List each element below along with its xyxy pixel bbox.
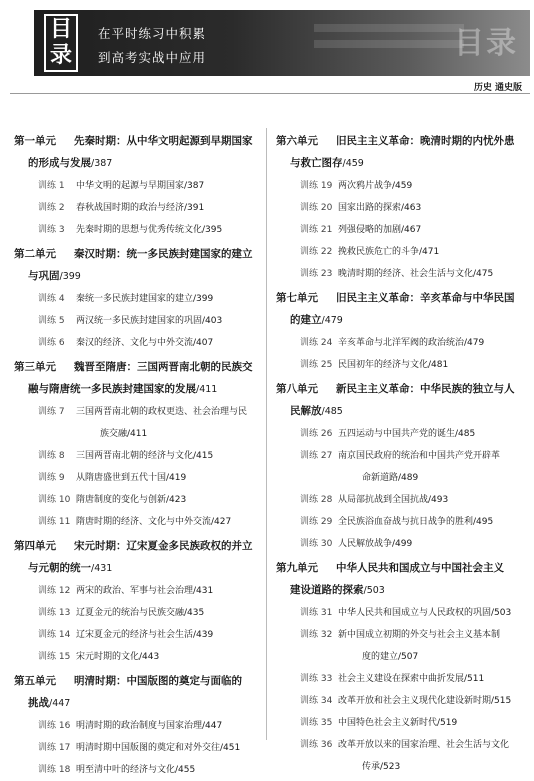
lesson-line (38, 175, 264, 197)
unit-title: 中华人民共和国成立与中国社会主义 (336, 562, 504, 574)
lesson-title: 隋唐制度的变化与创新/423 (76, 495, 187, 505)
lesson-line (38, 332, 264, 354)
unit-title: 明清时期：中国版图的奠定与面临的 (74, 675, 242, 687)
lesson-number: 训练 26 (300, 429, 333, 439)
unit-line-cont (276, 579, 526, 602)
lesson-number: 训练 12 (38, 586, 71, 596)
logo-char-2: 录 (49, 43, 72, 68)
lesson-title: 民国初年的经济与文化/481 (338, 360, 449, 370)
ghost-title: 目录 (454, 26, 518, 61)
lesson-entry[interactable] (276, 533, 526, 555)
lesson-line (38, 401, 264, 423)
lesson-line (38, 489, 264, 511)
unit-number: 第九单元 (276, 562, 318, 574)
lesson-entry[interactable] (14, 759, 264, 781)
lesson-line (38, 580, 264, 602)
unit-line (14, 130, 264, 152)
lesson-title: 明清时期中国版图的奠定和对外交往/451 (76, 743, 241, 753)
lesson-title-cont: 传承/523 (362, 762, 401, 772)
unit-page: /411 (196, 384, 218, 395)
lesson-number: 训练 3 (38, 225, 65, 235)
lesson-line (38, 288, 264, 310)
logo-char-1: 目 (49, 17, 72, 42)
unit-entry[interactable] (276, 378, 526, 423)
unit-line (276, 287, 526, 309)
lesson-number: 训练 29 (300, 517, 333, 527)
unit-entry[interactable] (276, 287, 526, 332)
lesson-title: 中华人民共和国成立与人民政权的巩固/503 (338, 608, 512, 618)
lesson-entry[interactable] (276, 354, 526, 376)
unit-title-cont: 建设道路的探索 (290, 584, 364, 596)
lesson-line (300, 734, 526, 756)
lesson-number: 训练 21 (300, 225, 333, 235)
unit-title-cont: 与巩固 (28, 270, 60, 282)
lesson-title: 宋元时期的文化/443 (76, 652, 160, 662)
toc-left-column (14, 128, 264, 781)
unit-page: /503 (363, 585, 385, 596)
unit-line-cont (14, 692, 264, 715)
unit-line (276, 130, 526, 152)
lesson-entry[interactable] (14, 219, 264, 241)
unit-page: /447 (49, 698, 71, 709)
lesson-entry[interactable] (14, 715, 264, 737)
unit-title: 先秦时期：从中华文明起源到早期国家 (74, 135, 253, 147)
lesson-line (300, 690, 526, 712)
unit-page: /431 (91, 563, 113, 574)
lesson-number: 训练 28 (300, 495, 333, 505)
toc-logo (44, 14, 78, 72)
unit-line (14, 670, 264, 692)
lesson-title: 隋唐时期的经济、文化与中外交流/427 (76, 517, 232, 527)
unit-page: /399 (59, 271, 81, 282)
lesson-title-cont: 度的建立/507 (362, 652, 419, 662)
lesson-number: 训练 15 (38, 652, 71, 662)
unit-page: /479 (321, 315, 343, 326)
unit-page: /485 (321, 406, 343, 417)
lesson-entry[interactable] (14, 197, 264, 219)
unit-entry[interactable] (14, 535, 264, 580)
lesson-line (300, 712, 526, 734)
lesson-title: 两汉统一多民族封建国家的巩固/403 (76, 316, 223, 326)
unit-number: 第二单元 (14, 248, 56, 260)
unit-number: 第五单元 (14, 675, 56, 687)
lesson-line (300, 332, 526, 354)
lesson-title-cont: 命新道路/489 (362, 473, 419, 483)
lesson-entry[interactable] (276, 445, 526, 489)
lesson-entry[interactable] (276, 332, 526, 354)
unit-title: 宋元时期：辽宋夏金多民族政权的并立 (74, 540, 253, 552)
lesson-line (300, 624, 526, 646)
unit-title-cont: 与救亡图存 (290, 157, 343, 169)
lesson-line (300, 219, 526, 241)
toc-right-column (276, 128, 526, 778)
lesson-line (300, 602, 526, 624)
lesson-line (300, 263, 526, 285)
lesson-number: 训练 30 (300, 539, 333, 549)
lesson-title: 辽宋夏金元的经济与社会生活/439 (76, 630, 214, 640)
unit-title: 新民主主义革命：中华民族的独立与人 (336, 383, 515, 395)
lesson-number: 训练 14 (38, 630, 71, 640)
lesson-number: 训练 23 (300, 269, 333, 279)
lesson-line (300, 354, 526, 376)
lesson-line (300, 175, 526, 197)
lesson-entry[interactable] (14, 624, 264, 646)
lesson-title: 先秦时期的思想与优秀传统文化/395 (76, 225, 223, 235)
lesson-title: 国家出路的探索/463 (338, 203, 422, 213)
lesson-title: 明清时期的政治制度与国家治理/447 (76, 721, 223, 731)
lesson-title: 中华文明的起源与早期国家/387 (76, 181, 205, 191)
lesson-title: 三国两晋南北朝的政权更迭、社会治理与民 (76, 407, 248, 417)
lesson-number: 训练 27 (300, 451, 333, 461)
ghost-decoration (314, 24, 464, 56)
unit-entry[interactable] (276, 557, 526, 602)
lesson-number: 训练 5 (38, 316, 65, 326)
lesson-line (38, 511, 264, 533)
lesson-title: 列强侵略的加剧/467 (338, 225, 422, 235)
unit-line-cont (276, 309, 526, 332)
unit-title-cont: 与元朝的统一 (28, 562, 91, 574)
lesson-number: 训练 2 (38, 203, 65, 213)
lesson-title: 辛亥革命与北洋军阀的政治统治/479 (338, 338, 485, 348)
subject-label: 历史 通史版 (473, 83, 522, 93)
lesson-line (300, 668, 526, 690)
lesson-line (38, 445, 264, 467)
unit-number: 第八单元 (276, 383, 318, 395)
lesson-number: 训练 13 (38, 608, 71, 618)
lesson-line (300, 423, 526, 445)
lesson-title: 人民解放战争/499 (338, 539, 413, 549)
lesson-line (38, 219, 264, 241)
lesson-number: 训练 19 (300, 181, 333, 191)
lesson-entry[interactable] (14, 310, 264, 332)
lesson-line (300, 445, 526, 467)
unit-title: 秦汉时期：统一多民族封建国家的建立 (74, 248, 253, 260)
lesson-line (38, 646, 264, 668)
lesson-number: 训练 32 (300, 630, 333, 640)
lesson-entry[interactable] (276, 712, 526, 734)
lesson-title-cont: 族交融/411 (100, 429, 148, 439)
lesson-number: 训练 8 (38, 451, 65, 461)
lesson-entry[interactable] (14, 737, 264, 759)
lesson-number: 训练 22 (300, 247, 333, 257)
unit-title-cont: 民解放 (290, 405, 322, 417)
unit-title-cont: 挑战 (28, 697, 49, 709)
unit-line (276, 557, 526, 579)
unit-entry[interactable] (276, 130, 526, 175)
lesson-title: 秦汉的经济、文化与中外交流/407 (76, 338, 214, 348)
lesson-title: 社会主义建设在探索中曲折发展/511 (338, 674, 485, 684)
unit-number: 第七单元 (276, 292, 318, 304)
unit-number: 第三单元 (14, 361, 56, 373)
lesson-number: 训练 20 (300, 203, 333, 213)
unit-line-cont (14, 557, 264, 580)
lesson-line (300, 489, 526, 511)
lesson-number: 训练 4 (38, 294, 65, 304)
lesson-line (38, 715, 264, 737)
lesson-line (38, 624, 264, 646)
lesson-line (300, 197, 526, 219)
lesson-title: 秦统一多民族封建国家的建立/399 (76, 294, 214, 304)
lesson-number: 训练 16 (38, 721, 71, 731)
lesson-title: 从隋唐盛世到五代十国/419 (76, 473, 187, 483)
lesson-entry[interactable] (276, 219, 526, 241)
lesson-line (38, 759, 264, 781)
unit-line-cont (276, 152, 526, 175)
unit-entry[interactable] (14, 130, 264, 175)
unit-title-cont: 的形成与发展 (28, 157, 91, 169)
unit-line-cont (14, 378, 264, 401)
lesson-title: 改革开放以来的国家治理、社会生活与文化 (338, 740, 510, 750)
unit-title: 旧民主主义革命：辛亥革命与中华民国 (336, 292, 515, 304)
lesson-entry[interactable] (14, 332, 264, 354)
column-divider (266, 128, 267, 740)
unit-line (14, 243, 264, 265)
lesson-number: 训练 35 (300, 718, 333, 728)
lesson-title: 五四运动与中国共产党的诞生/485 (338, 429, 476, 439)
lesson-title: 两宋的政治、军事与社会治理/431 (76, 586, 214, 596)
lesson-entry[interactable] (276, 263, 526, 285)
lesson-entry[interactable] (276, 241, 526, 263)
lesson-entry[interactable] (14, 580, 264, 602)
unit-line (14, 535, 264, 557)
lesson-entry[interactable] (14, 445, 264, 467)
lesson-line (38, 197, 264, 219)
lesson-entry[interactable] (14, 646, 264, 668)
lesson-line (38, 310, 264, 332)
unit-line (14, 356, 264, 378)
lesson-entry[interactable] (276, 602, 526, 624)
lesson-number: 训练 24 (300, 338, 333, 348)
lesson-title: 辽夏金元的统治与民族交融/435 (76, 608, 205, 618)
lesson-entry[interactable] (14, 467, 264, 489)
lesson-number: 训练 17 (38, 743, 71, 753)
lesson-entry[interactable] (276, 423, 526, 445)
unit-line-cont (276, 400, 526, 423)
lesson-line (300, 241, 526, 263)
lesson-entry[interactable] (276, 734, 526, 778)
slogan-line-1: 在平时练习中积累 (98, 26, 207, 41)
lesson-entry[interactable] (14, 489, 264, 511)
unit-line-cont (14, 265, 264, 288)
lesson-entry[interactable] (276, 668, 526, 690)
lesson-title: 明至清中叶的经济与文化/455 (76, 765, 196, 775)
unit-number: 第一单元 (14, 135, 56, 147)
unit-page: /387 (91, 158, 113, 169)
lesson-entry[interactable] (276, 624, 526, 668)
lesson-entry[interactable] (14, 511, 264, 533)
lesson-number: 训练 1 (38, 181, 65, 191)
lesson-number: 训练 10 (38, 495, 71, 505)
lesson-title: 三国两晋南北朝的经济与文化/415 (76, 451, 214, 461)
lesson-line (38, 737, 264, 759)
lesson-entry[interactable] (276, 489, 526, 511)
lesson-number: 训练 11 (38, 517, 71, 527)
unit-title-cont: 的建立 (290, 314, 322, 326)
unit-title: 旧民主主义革命：晚清时期的内忧外患 (336, 135, 515, 147)
lesson-number: 训练 6 (38, 338, 65, 348)
unit-number: 第六单元 (276, 135, 318, 147)
slogan-line-2: 到高考实战中应用 (98, 50, 207, 65)
lesson-entry[interactable] (14, 602, 264, 624)
lesson-number: 训练 33 (300, 674, 333, 684)
lesson-number: 训练 7 (38, 407, 65, 417)
lesson-entry[interactable] (276, 197, 526, 219)
lesson-title: 改革开放和社会主义现代化建设新时期/515 (338, 696, 512, 706)
unit-title-cont: 融与隋唐统一多民族封建国家的发展 (28, 383, 196, 395)
lesson-entry[interactable] (14, 288, 264, 310)
lesson-title: 春秋战国时期的政治与经济/391 (76, 203, 205, 213)
lesson-title: 晚清时期的经济、社会生活与文化/475 (338, 269, 494, 279)
lesson-title: 中国特色社会主义新时代/519 (338, 718, 458, 728)
unit-entry[interactable] (14, 356, 264, 401)
lesson-number: 训练 25 (300, 360, 333, 370)
header-rule (10, 93, 530, 94)
lesson-line (38, 602, 264, 624)
lesson-line (300, 511, 526, 533)
unit-line-cont (14, 152, 264, 175)
lesson-entry[interactable] (276, 175, 526, 197)
lesson-number: 训练 18 (38, 765, 71, 775)
lesson-number: 训练 34 (300, 696, 333, 706)
unit-entry[interactable] (14, 670, 264, 715)
lesson-title: 全民族浴血奋战与抗日战争的胜利/495 (338, 517, 494, 527)
lesson-number: 训练 36 (300, 740, 333, 750)
unit-line (276, 378, 526, 400)
lesson-title: 新中国成立初期的外交与社会主义基本制 (338, 630, 501, 640)
lesson-title: 两次鸦片战争/459 (338, 181, 413, 191)
unit-entry[interactable] (14, 243, 264, 288)
lesson-number: 训练 31 (300, 608, 333, 618)
unit-title: 魏晋至隋唐：三国两晋南北朝的民族交 (74, 361, 253, 373)
lesson-title: 从局部抗战到全国抗战/493 (338, 495, 449, 505)
lesson-title: 挽救民族危亡的斗争/471 (338, 247, 440, 257)
lesson-number: 训练 9 (38, 473, 65, 483)
unit-number: 第四单元 (14, 540, 56, 552)
lesson-line (38, 467, 264, 489)
unit-page: /459 (342, 158, 364, 169)
header-banner (34, 10, 530, 76)
lesson-entry[interactable] (14, 175, 264, 197)
lesson-line (300, 533, 526, 555)
lesson-entry[interactable] (276, 690, 526, 712)
lesson-title: 南京国民政府的统治和中国共产党开辟革 (338, 451, 501, 461)
lesson-entry[interactable] (14, 401, 264, 445)
lesson-entry[interactable] (276, 511, 526, 533)
